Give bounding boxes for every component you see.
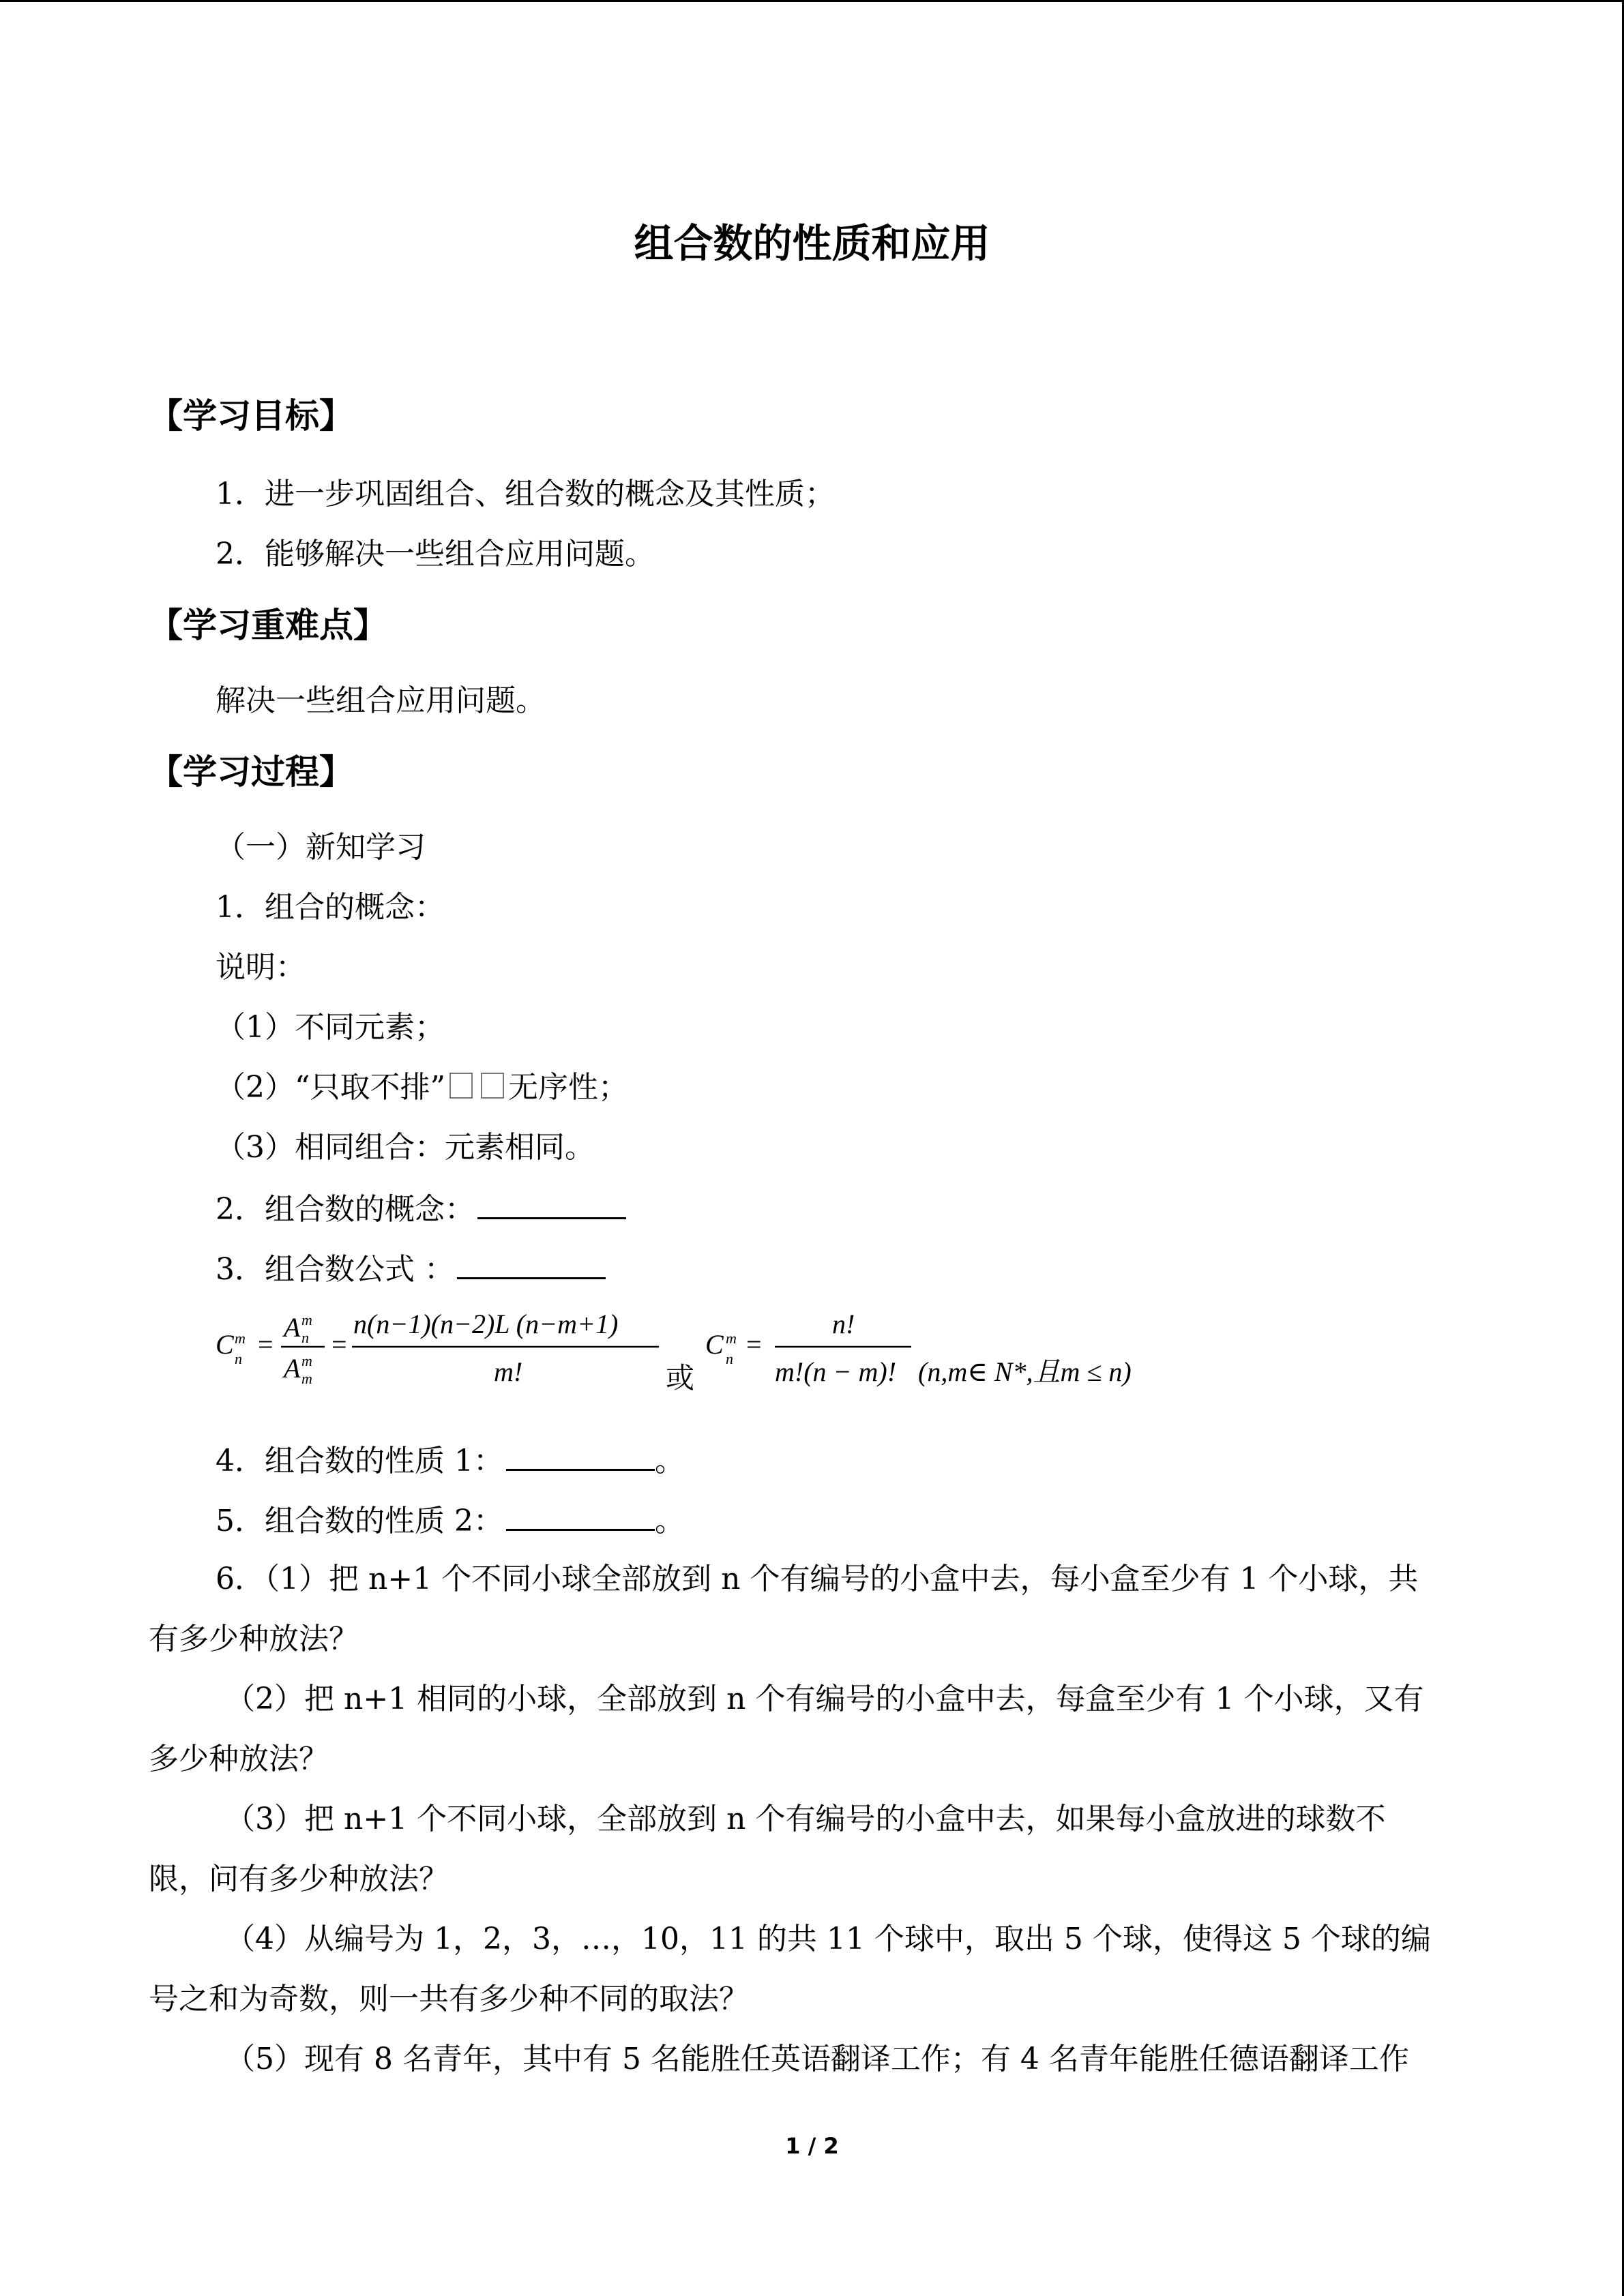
svg-text:m: m: [235, 1330, 246, 1347]
heading-key-points: 【学习重难点】: [149, 606, 387, 645]
item-property-2: [216, 1499, 685, 1542]
fill-blank[interactable]: [477, 1187, 626, 1219]
svg-text:n: n: [726, 1350, 733, 1367]
question-3-line-1: （3）把 n+1 个不同小球，全部放到 n 个有编号的小盒中去，如果每小盒放进的球数不: [225, 1802, 1386, 1836]
svg-text:n: n: [235, 1350, 242, 1367]
question-1-line-1: 6．（1）把 n+1 个不同小球全部放到 n 个有编号的小盒中去，每小盒至少有 1 个小球，共: [216, 1562, 1419, 1596]
fill-blank[interactable]: [457, 1247, 606, 1279]
formula-frac3-num: n!: [832, 1309, 855, 1339]
formula-frac2-num: n(n−1)(n−2)L (n−m+1): [353, 1309, 619, 1339]
item-property-1: [216, 1439, 685, 1482]
period: 。: [654, 1504, 685, 1538]
svg-text:=: =: [331, 1329, 347, 1360]
fill-blank[interactable]: [506, 1439, 655, 1471]
svg-text:n: n: [301, 1329, 309, 1346]
item-combination-formula: [216, 1247, 606, 1290]
question-5-line-1: （5）现有 8 名青年，其中有 5 名能胜任英语翻译工作；有 4 名青年能胜任德语翻译工作: [225, 2042, 1409, 2076]
period: 。: [654, 1444, 685, 1478]
question-4-line-2: 号之和为奇数，则一共有多少种不同的取法？: [149, 1982, 749, 2016]
svg-text:m: m: [726, 1330, 737, 1347]
svg-text:m: m: [301, 1311, 312, 1328]
page-title: 组合数的性质和应用: [634, 220, 990, 267]
formula-condition: (n,m∈ N*,且m ≤ n): [918, 1356, 1132, 1387]
item-3-label: 3．组合数公式 ：: [216, 1252, 454, 1287]
subheading-new-knowledge: （一）新知学习: [216, 830, 426, 865]
svg-text:=: =: [258, 1329, 274, 1360]
goal-item-2: 2．能够解决一些组合应用问题。: [216, 537, 655, 571]
page-number: 1 / 2: [785, 2133, 839, 2159]
note-2: [216, 1067, 628, 1108]
heading-process: 【学习过程】: [149, 752, 353, 792]
item-5-label: 5．组合数的性质 2：: [216, 1504, 503, 1538]
note-2-post: 无序性；: [507, 1070, 628, 1105]
question-2-line-2: 多少种放法？: [149, 1742, 329, 1776]
note-3: （3）相同组合：元素相同。: [216, 1130, 595, 1165]
question-1-line-2: 有多少种放法？: [149, 1622, 359, 1656]
formula-frac2-den: m!: [494, 1356, 523, 1387]
formula-frac1-den: A: [284, 1353, 301, 1384]
formula-frac1-num: A: [284, 1312, 301, 1343]
item-4-label: 4．组合数的性质 1：: [216, 1444, 503, 1478]
note-2-pre: （2）“只取不排”: [216, 1070, 445, 1105]
svg-text:m: m: [301, 1370, 312, 1387]
heading-goals: 【学习目标】: [149, 396, 353, 436]
formula-lhs-c2: C: [705, 1329, 724, 1360]
question-3-line-2: 限，问有多少种放法？: [149, 1862, 449, 1896]
formula-lhs-c: C: [216, 1329, 234, 1360]
item-combination-concept: 1．组合的概念：: [216, 890, 445, 925]
note-1: （1）不同元素；: [216, 1010, 445, 1045]
item-combination-number-concept: [216, 1187, 626, 1230]
fill-blank[interactable]: [506, 1499, 655, 1531]
svg-text:m: m: [301, 1352, 312, 1369]
formula-frac3-den: m!(n − m)!: [775, 1356, 897, 1387]
formula-or: 或: [666, 1361, 695, 1395]
placeholder-box-icon: [449, 1073, 473, 1099]
svg-text:=: =: [746, 1329, 762, 1360]
question-2-line-1: （2）把 n+1 相同的小球，全部放到 n 个有编号的小盒中去，每盒至少有 1 个小球，又有: [225, 1682, 1424, 1716]
key-points-text: 解决一些组合应用问题。: [216, 683, 546, 718]
item-2-label: 2．组合数的概念：: [216, 1192, 475, 1227]
goal-item-1: 1．进一步巩固组合、组合数的概念及其性质；: [216, 477, 835, 511]
combination-formula: [216, 1299, 1239, 1415]
note-label: 说明：: [216, 950, 306, 985]
question-4-line-1: （4）从编号为 1，2，3，…，10，11 的共 11 个球中，取出 5 个球，使得这 5 个球的编: [225, 1922, 1431, 1956]
placeholder-box-icon: [481, 1073, 504, 1099]
page-border-top: [0, 0, 1624, 2]
